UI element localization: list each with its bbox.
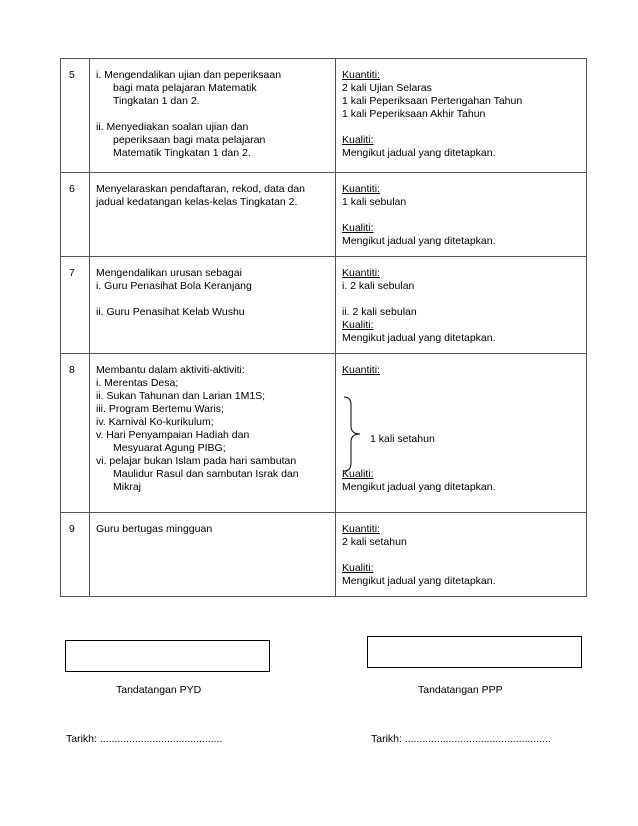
pyd-signature-box (65, 640, 270, 672)
ppp-date-line: Tarikh: .................................................. (371, 733, 551, 745)
measure-cell (336, 354, 587, 513)
measure-line: 2 kali Ujian Selaras (342, 82, 432, 94)
task-line: i. Merentas Desa; (96, 377, 179, 389)
measure-line: 1 kali sebulan (342, 196, 407, 208)
row-number-cell (61, 354, 90, 513)
task-line: bagi mata pelajaran Matematik (113, 82, 257, 94)
measure-heading: Kuantiti: (342, 364, 380, 376)
measure-line (342, 121, 580, 134)
pyd-signature-label: Tandatangan PYD (116, 684, 202, 696)
row-number: 5 (69, 69, 75, 81)
task-line: Maulidur Rasul dan sambutan Israk dan (113, 468, 299, 480)
measure-line: 2 kali setahun (342, 536, 407, 548)
task-cell (90, 354, 336, 513)
row-number-cell (61, 257, 90, 354)
measure-cell (336, 173, 587, 257)
pyd-date-line: Tarikh: .......................................... (66, 733, 223, 745)
task-cell (90, 257, 336, 354)
task-line: Menyelaraskan pendaftaran, rekod, data dan (96, 183, 305, 195)
measure-line: 1 kali Peperiksaan Akhir Tahun (342, 108, 486, 120)
table-row (61, 513, 587, 597)
measure-cell (336, 513, 587, 597)
task-line: Mesyuarat Agung PIBG; (113, 442, 226, 454)
measure-heading: Kuantiti: (342, 267, 380, 279)
ppp-signature-label: Tandatangan PPP (418, 684, 503, 696)
task-line: i. Guru Penasihat Bola Keranjang (96, 280, 252, 292)
task-line: ii. Menyediakan soalan ujian dan (96, 121, 249, 133)
ppp-signature-box (367, 636, 582, 668)
table-row (61, 59, 587, 173)
duty-table (60, 58, 587, 597)
curly-brace-icon (342, 395, 364, 473)
task-line: Membantu dalam aktiviti-aktiviti: (96, 364, 245, 376)
task-line (96, 293, 329, 306)
measure-line: Mengikut jadual yang ditetapkan. (342, 575, 496, 587)
task-line: ii. Guru Penasihat Kelab Wushu (96, 306, 245, 318)
measure-line: Mengikut jadual yang ditetapkan. (342, 332, 496, 344)
row-number-cell (61, 173, 90, 257)
measure-line: ii. 2 kali sebulan (342, 306, 417, 318)
task-line: Tingkatan 1 dan 2. (113, 95, 200, 107)
measure-line: 1 kali Peperiksaan Pertengahan Tahun (342, 95, 523, 107)
task-cell (90, 173, 336, 257)
row-number: 8 (69, 364, 75, 376)
task-line: Mikraj (113, 481, 141, 493)
task-cell (90, 59, 336, 173)
measure-line: Mengikut jadual yang ditetapkan. (342, 235, 496, 247)
table-row (61, 173, 587, 257)
task-line: i. Mengendalikan ujian dan peperiksaan (96, 69, 282, 81)
measure-line: i. 2 kali sebulan (342, 280, 415, 292)
measure-heading: Kuantiti: (342, 523, 380, 535)
brace-group (342, 377, 580, 468)
measure-heading: Kualiti: (342, 319, 374, 331)
measure-line (342, 209, 580, 222)
task-line: iv. Karnival Ko-kurikulum; (96, 416, 214, 428)
measure-heading: Kualiti: (342, 222, 374, 234)
task-line: v. Hari Penyampaian Hadiah dan (96, 429, 250, 441)
task-line: vi. pelajar bukan Islam pada hari sambutan (96, 455, 297, 467)
task-line: iii. Program Bertemu Waris; (96, 403, 224, 415)
task-line: Matematik Tingkatan 1 dan 2. (113, 147, 251, 159)
measure-heading: Kualiti: (342, 468, 374, 480)
row-number: 6 (69, 183, 75, 195)
measure-line: Mengikut jadual yang ditetapkan. (342, 147, 496, 159)
task-cell (90, 513, 336, 597)
measure-heading: Kuantiti: (342, 183, 380, 195)
brace-label: 1 kali setahun (370, 433, 435, 445)
row-number-cell (61, 59, 90, 173)
row-number: 7 (69, 267, 75, 279)
task-line: Guru bertugas mingguan (96, 523, 213, 535)
task-line: peperiksaan bagi mata pelajaran (113, 134, 266, 146)
task-line: Mengendalikan urusan sebagai (96, 267, 242, 279)
task-line: jadual kedatangan kelas-kelas Tingkatan 2. (96, 196, 298, 208)
task-line: ii. Sukan Tahunan dan Larian 1M1S; (96, 390, 266, 402)
task-line (96, 108, 329, 121)
duty-table-body (61, 59, 587, 597)
measure-cell (336, 59, 587, 173)
table-row (61, 354, 587, 513)
row-number-cell (61, 513, 90, 597)
table-row (61, 257, 587, 354)
measure-heading: Kualiti: (342, 562, 374, 574)
measure-heading: Kualiti: (342, 134, 374, 146)
measure-cell (336, 257, 587, 354)
measure-heading: Kuantiti: (342, 69, 380, 81)
row-number: 9 (69, 523, 75, 535)
measure-line (342, 293, 580, 306)
measure-line: Mengikut jadual yang ditetapkan. (342, 481, 496, 493)
measure-line (342, 549, 580, 562)
